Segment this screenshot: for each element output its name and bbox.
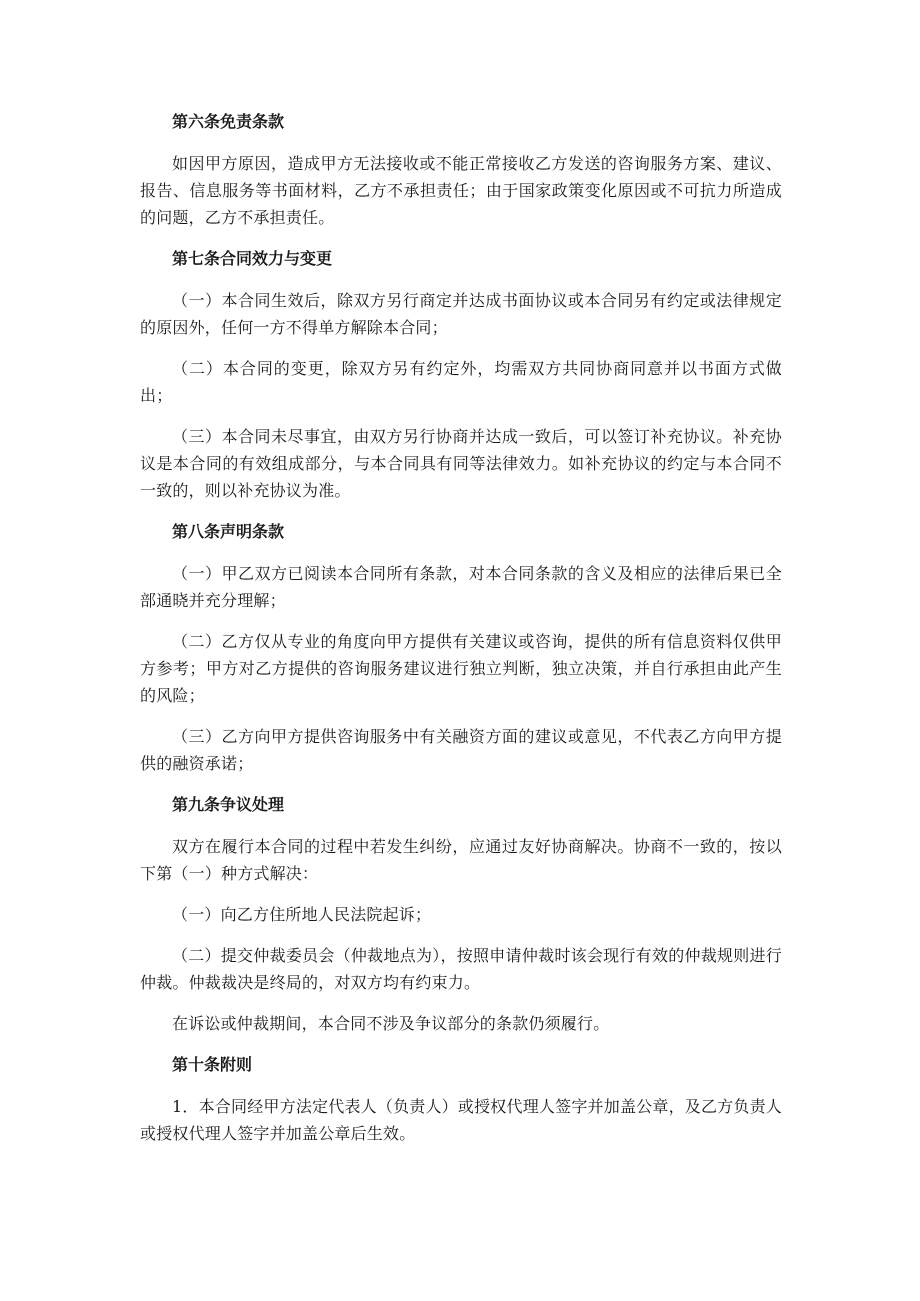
contract-body <box>140 108 782 1161</box>
paragraph: （三）本合同未尽事宜，由双方另行协商并达成一致后，可以签订补充协议。补充协议是本合同的有效组成部分，与本合同具有同等法律效力。如补充协议的约定与本合同不一致的，则以补充协议为准。 <box>140 427 782 500</box>
paragraph: （二）提交仲裁委员会（仲裁地点为），按照申请仲裁时该会现行有效的仲裁规则进行仲裁。仲裁裁决是终局的，对双方均有约束力。 <box>140 946 782 992</box>
paragraph: （二）乙方仅从专业的角度向甲方提供有关建议或咨询，提供的所有信息资料仅供甲方参考；甲方对乙方提供的咨询服务建议进行独立判断，独立决策，并自行承担由此产生的风险； <box>140 632 782 705</box>
paragraph: （三）乙方向甲方提供咨询服务中有关融资方面的建议或意见，不代表乙方向甲方提供的融资承诺； <box>140 727 782 773</box>
paragraph: 双方在履行本合同的过程中若发生纠纷，应通过友好协商解决。协商不一致的，按以下第（一）种方式解决： <box>140 837 782 883</box>
section-article-8 <box>140 518 782 777</box>
section-title: 第十条附则 <box>172 1055 253 1074</box>
section-article-10 <box>140 1051 782 1147</box>
paragraph: （一）甲乙双方已阅读本合同所有条款，对本合同条款的含义及相应的法律后果已全部通晓并充分理解； <box>140 564 782 610</box>
paragraph: 如因甲方原因，造成甲方无法接收或不能正常接收乙方发送的咨询服务方案、建议、报告、信息服务等书面材料，乙方不承担责任；由于国家政策变化原因或不可抗力所造成的问题，乙方不承担责任。 <box>140 154 782 227</box>
section-title: 第八条声明条款 <box>172 522 285 541</box>
paragraph: （二）本合同的变更，除双方另有约定外，均需双方共同协商同意并以书面方式做出； <box>140 359 782 405</box>
section-title: 第六条免责条款 <box>172 112 285 131</box>
paragraph: 在诉讼或仲裁期间，本合同不涉及争议部分的条款仍须履行。 <box>172 1014 610 1033</box>
paragraph: 1．本合同经甲方法定代表人（负责人）或授权代理人签字并加盖公章，及乙方负责人或授权代理人签字并加盖公章后生效。 <box>140 1097 782 1143</box>
paragraph: （一）本合同生效后，除双方另行商定并达成书面协议或本合同另有约定或法律规定的原因外，任何一方不得单方解除本合同； <box>140 291 782 337</box>
section-title: 第九条争议处理 <box>172 795 285 814</box>
section-title: 第七条合同效力与变更 <box>172 249 333 268</box>
section-article-6 <box>140 108 782 231</box>
section-article-7 <box>140 245 782 504</box>
section-article-9 <box>140 791 782 1037</box>
paragraph: （一）向乙方住所地人民法院起诉； <box>172 905 432 924</box>
